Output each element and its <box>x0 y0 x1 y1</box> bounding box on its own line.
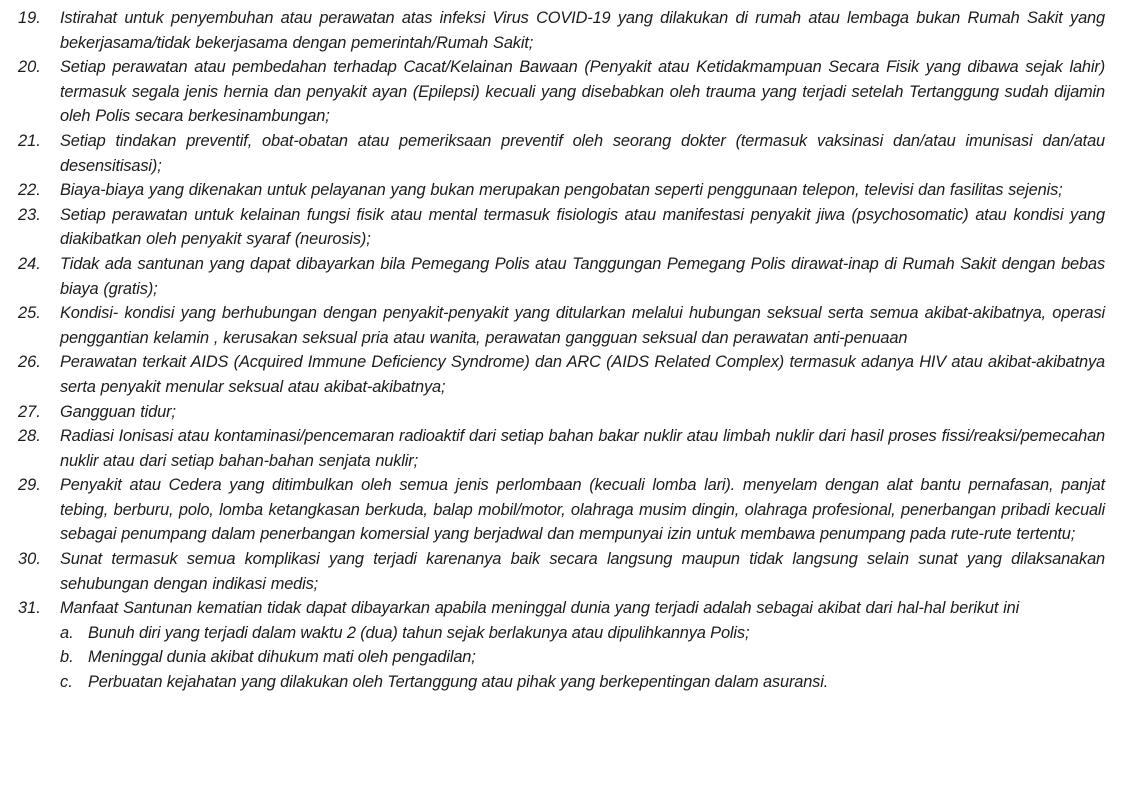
item-body <box>60 55 1105 129</box>
item-number: 31. <box>18 599 41 618</box>
item-text: Sunat termasuk semua komplikasi yang terjadi karenanya baik secara langsung maupun tidak langsung selain sunat yang dilaksanakan sehubungan dengan indikasi medis; <box>60 550 1105 593</box>
item-number: 23. <box>18 205 41 224</box>
item-body <box>60 424 1105 473</box>
item-text: Setiap tindakan preventif, obat-obatan atau pemeriksaan preventif oleh seorang dokter (termasuk vaksinasi dan/atau imunisasi dan/atau desensitisasi); <box>60 131 1105 175</box>
list-item-22 <box>0 178 1125 203</box>
item-body <box>60 473 1105 547</box>
item-number: 22. <box>18 181 41 200</box>
item-number: 21. <box>18 131 41 150</box>
item-text: Perawatan terkait AIDS (Acquired Immune Deficiency Syndrome) dan ARC (AIDS Related Complex) termasuk adanya HIV atau akibat-akibatnya serta penyakit menular seksual atau akibat-akibatnya; <box>60 353 1105 396</box>
list-item-21 <box>0 129 1125 178</box>
item-body <box>60 203 1105 252</box>
item-number: 29. <box>18 476 41 495</box>
item-text: Setiap perawatan atau pembedahan terhadap Cacat/Kelainan Bawaan (Penyakit atau Ketidakmampuan Secara Fisik yang dibawa sejak lahir) termasuk segala jenis hernia dan penyakit ayan (Epilepsi) kecuali yang disebabkan oleh trauma yang terjadi setelah Tertanggung sudah dijamin oleh Polis secara berkesinambungan; <box>60 58 1105 126</box>
item-text: Biaya-biaya yang dikenakan untuk pelayanan yang bukan merupakan pengobatan seperti penggunaan telepon, televisi dan fasilitas sejenis; <box>60 181 1063 200</box>
exclusions-list <box>0 6 1125 695</box>
sub-item-text: Perbuatan kejahatan yang dilakukan oleh Tertanggung atau pihak yang berkepentingan dalam asuransi. <box>88 673 829 692</box>
list-item-29 <box>0 473 1125 547</box>
item-body <box>60 400 1105 425</box>
item-number: 20. <box>18 58 41 77</box>
item-number: 26. <box>18 353 41 372</box>
sub-item-label: c. <box>60 673 73 692</box>
sub-item-b <box>60 645 1105 670</box>
list-item-26 <box>0 350 1125 399</box>
sub-item-label: b. <box>60 648 74 667</box>
item-body <box>60 547 1105 596</box>
item-text: Gangguan tidur; <box>60 402 176 421</box>
item-number: 27. <box>18 402 41 421</box>
item-body <box>60 596 1105 694</box>
item-text: Setiap perawatan untuk kelainan fungsi fisik atau mental termasuk fisiologis atau manifestasi penyakit jiwa (psychosomatic) atau kondisi yang diakibatkan oleh penyakit syaraf (neurosis); <box>60 205 1105 249</box>
item-number: 19. <box>18 9 41 27</box>
item-text: Istirahat untuk penyembuhan atau perawatan atas infeksi Virus COVID-19 yang dilakukan di rumah atau lembaga bukan Rumah Sakit yang bekerjasama/tidak bekerjasama dengan pemerintah/Rumah Sakit; <box>60 9 1105 52</box>
item-body <box>60 301 1105 350</box>
sub-item-c <box>60 670 1105 695</box>
list-item-28 <box>0 424 1125 473</box>
list-item-31 <box>0 596 1125 694</box>
item-number: 28. <box>18 427 41 446</box>
sub-item-text: Meninggal dunia akibat dihukum mati oleh pengadilan; <box>88 648 476 667</box>
sub-item-label: a. <box>60 623 74 642</box>
item-number: 25. <box>18 304 41 323</box>
list-item-30 <box>0 547 1125 596</box>
list-item-24 <box>0 252 1125 301</box>
item-body <box>60 129 1105 178</box>
list-item-20 <box>0 55 1125 129</box>
item-text: Manfaat Santunan kematian tidak dapat dibayarkan apabila meninggal dunia yang terjadi adalah sebagai akibat dari hal-hal berikut ini <box>60 599 1020 618</box>
item-body <box>60 350 1105 399</box>
item-text: Kondisi- kondisi yang berhubungan dengan penyakit-penyakit yang ditularkan melalui hubungan seksual serta semua akibat-akibatnya, operasi penggantian kelamin , kerusakan seksual pria atau wanita, perawatan gangguan seksual dan perawatan anti-penuaan <box>60 304 1105 347</box>
item-text: Penyakit atau Cedera yang ditimbulkan oleh semua jenis perlombaan (kecuali lomba lari). menyelam dengan alat bantu pernafasan, panjat tebing, berburu, polo, lomba ketangkasan berkuda, balap mobil/motor, olahraga musim dingin, olahraga profesional, penerbangan pribadi kecuali sebagai penumpang dalam penerbangan komersial yang berjadwal dan mempunyai izin untuk membawa penumpang pada rute-rute tertentu; <box>60 476 1105 544</box>
item-number: 24. <box>18 254 41 273</box>
item-body <box>60 252 1105 301</box>
list-item-23 <box>0 203 1125 252</box>
list-item-27 <box>0 400 1125 425</box>
item-body <box>60 178 1105 203</box>
sub-item-a <box>60 621 1105 646</box>
list-item-19 <box>0 6 1125 55</box>
sub-item-text: Bunuh diri yang terjadi dalam waktu 2 (dua) tahun sejak berlakunya atau dipulihkannya Polis; <box>88 623 750 642</box>
sub-list <box>60 621 1105 695</box>
item-number: 30. <box>18 550 41 569</box>
item-text: Tidak ada santunan yang dapat dibayarkan bila Pemegang Polis atau Tanggungan Pemegang Polis dirawat-inap di Rumah Sakit dengan bebas biaya (gratis); <box>60 254 1105 298</box>
list-item-25 <box>0 301 1125 350</box>
item-text: Radiasi Ionisasi atau kontaminasi/pencemaran radioaktif dari setiap bahan bakar nuklir atau limbah nuklir dari hasil proses fissi/reaksi/pemecahan nuklir atau dari setiap bahan-bahan senjata nuklir; <box>60 427 1105 470</box>
item-body <box>60 6 1105 55</box>
